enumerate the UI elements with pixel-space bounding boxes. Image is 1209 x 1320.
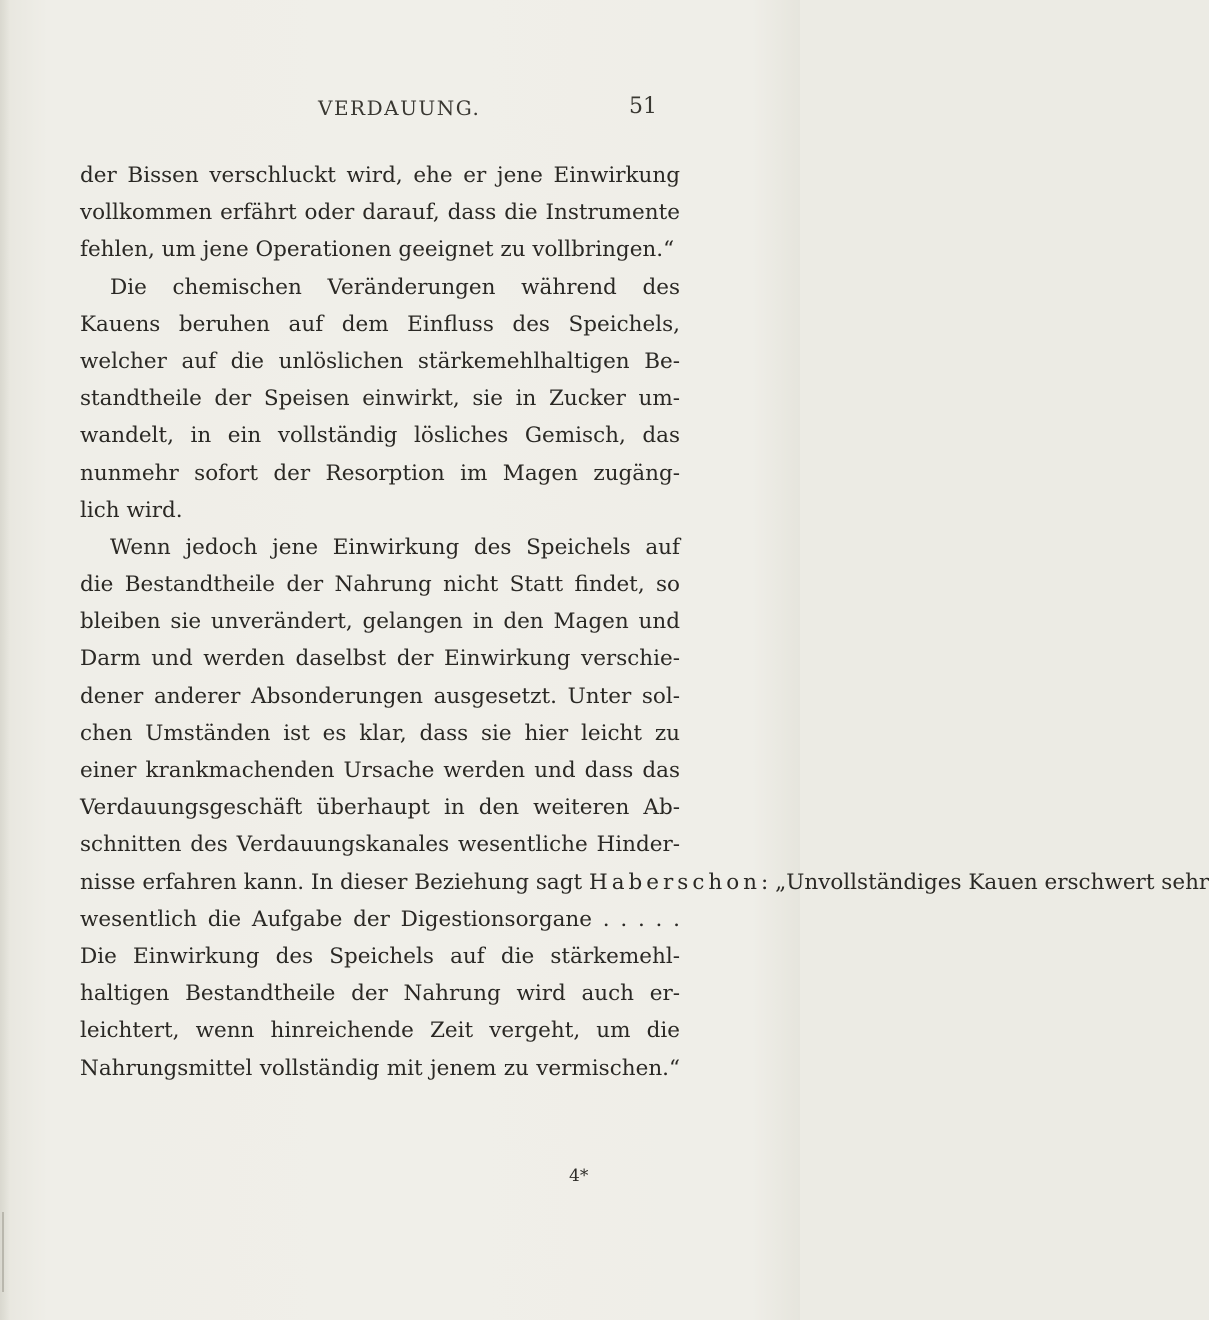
text-line: bleiben sie unverändert, gelangen in den Magen und	[80, 609, 680, 635]
text-line: welcher auf die unlöslichen stärkemehlhaltigen Be-	[80, 348, 680, 374]
paragraph-start-line: Die chemischen Veränderungen während des	[110, 274, 680, 300]
text-fragment: nisse erfahren kann. In dieser Beziehung sagt	[80, 869, 583, 895]
text-line: leichtert, wenn hinreichende Zeit vergeht, um die	[80, 1018, 680, 1044]
text-line: nunmehr sofort der Resorption im Magen zugäng-	[80, 460, 680, 486]
text-line-with-author	[80, 864, 1209, 901]
text-line: Die Einwirkung des Speichels auf die stärkemehl-	[80, 943, 680, 969]
text-fragment: : „Unvollständiges Kauen erschwert sehr	[761, 869, 1209, 895]
page-header	[0, 92, 800, 126]
text-line: fehlen, um jene Operationen geeignet zu vollbringen.“	[80, 237, 675, 263]
text-line: schnitten des Verdauungskanales wesentliche Hinder-	[80, 832, 680, 858]
text-line: Verdauungsgeschäft überhaupt in den weiteren Ab-	[80, 795, 680, 821]
running-head: VERDAUUNG.	[318, 96, 481, 120]
text-line: chen Umständen ist es klar, dass sie hier leicht zu	[80, 720, 680, 746]
author-name: Haberschon	[588, 869, 762, 895]
text-line: wandelt, in ein vollständig lösliches Gemisch, das	[80, 423, 680, 449]
text-line: die Bestandtheile der Nahrung nicht Statt findet, so	[80, 572, 680, 598]
text-line: Nahrungsmittel vollständig mit jenem zu vermischen.“	[80, 1055, 680, 1081]
text-line: Kauens beruhen auf dem Einfluss des Speichels,	[80, 311, 680, 337]
text-line: standtheile der Speisen einwirkt, sie in Zucker um-	[80, 386, 680, 412]
text-line: dener anderer Absonderungen ausgesetzt. Unter sol-	[80, 683, 680, 709]
signature-mark: 4*	[569, 1166, 589, 1186]
text-line: vollkommen erfährt oder darauf, dass die Instrumente	[80, 200, 680, 226]
text-line: Darm und werden daselbst der Einwirkung verschie-	[80, 646, 680, 672]
text-line: der Bissen verschluckt wird, ehe er jene Einwirkung	[80, 163, 680, 188]
text-line: wesentlich die Aufgabe der Digestionsorgane . . . . .	[80, 906, 680, 932]
text-line: haltigen Bestandtheile der Nahrung wird auch er-	[80, 981, 680, 1007]
binding-edge-mark	[2, 1212, 4, 1292]
page-number: 51	[629, 94, 657, 119]
body-text	[80, 157, 1209, 1087]
paragraph-start-line: Wenn jedoch jene Einwirkung des Speichels auf	[110, 534, 680, 560]
text-line: lich wird.	[80, 497, 183, 523]
text-line: einer krankmachenden Ursache werden und dass das	[80, 758, 680, 783]
page-edge-shadow	[0, 0, 10, 1320]
